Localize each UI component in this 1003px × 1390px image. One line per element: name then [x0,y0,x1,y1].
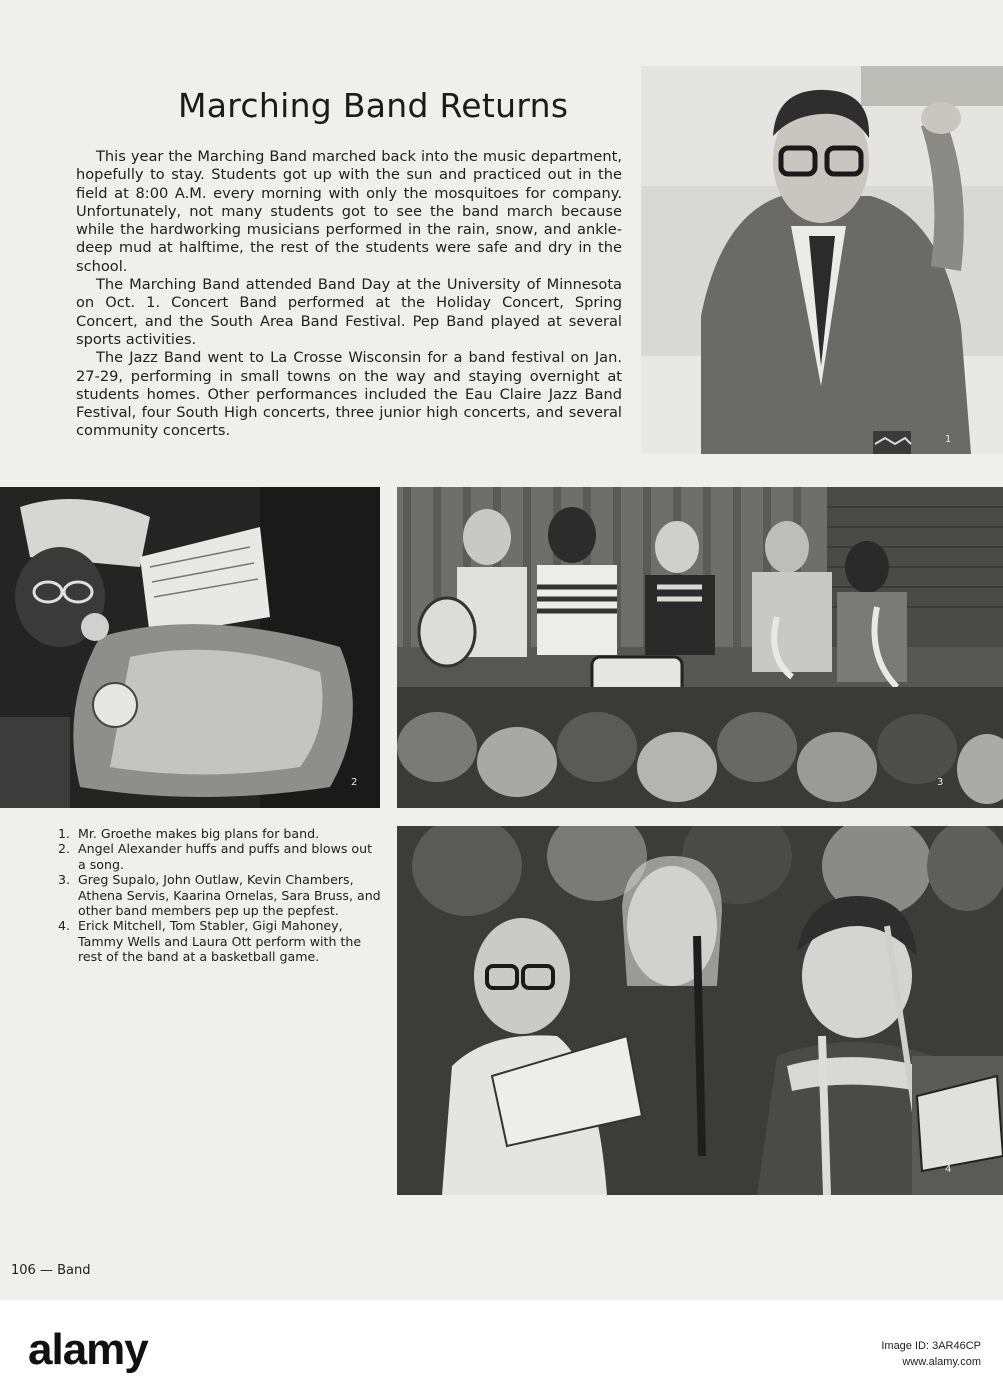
caption-text: Erick Mitchell, Tom Stabler, Gigi Mahoney, Tammy Wells and Laura Ott perform with the rest of the band at a basketball game. [78,918,362,965]
caption-text: Angel Alexander huffs and puffs and blows out a song. [78,841,373,872]
article-paragraph: This year the Marching Band marched back into the music department, hopefully to stay. Students got up with the sun and practiced out in the field at 8:00 A.M. every morning with only the mosquitoes for company. Unfortunately, not many students got to see the band march because while the hardworking musicians performed in the rain, snow, and ankle-deep mud at halftime, the rest of the students were safe and dry in the school. [76,148,622,275]
watermark-image-id: Image ID: 3AR46CP [881,1340,981,1352]
watermark-footer [0,1300,1003,1390]
photo-captions [58,826,382,965]
caption-number: 4. [58,918,71,934]
photo-teacher-portrait-image [641,66,1003,454]
article-body [76,148,622,441]
photo-pepfest-band [397,487,1003,808]
photo-number: 3 [937,777,944,788]
watermark-site: www.alamy.com [902,1356,981,1368]
article-paragraph: The Jazz Band went to La Crosse Wisconsin for a band festival on Jan. 27-29, performing in small towns on the way and staying overnight at students homes. Other performances included the Eau Claire Jazz Band Festival, four South High concerts, three junior high concerts, and several community concerts. [76,349,622,440]
caption-number: 2. [58,841,71,857]
caption-text: Greg Supalo, John Outlaw, Kevin Chambers, Athena Servis, Kaarina Ornelas, Sara Bruss, and other band members pep up the pepfest. [78,872,381,919]
photo-basketball-band [397,826,1003,1195]
caption-text: Mr. Groethe makes big plans for band. [78,826,320,841]
caption-item [58,841,382,872]
watermark-logo: alamy [28,1325,148,1374]
page-folio: 106 — Band [11,1263,91,1278]
photo-basketball-band-image [397,826,1003,1195]
caption-number: 3. [58,872,71,888]
caption-number: 1. [58,826,71,841]
watermark-credit [881,1338,981,1370]
caption-item [58,826,382,841]
article-paragraph: The Marching Band attended Band Day at the University of Minnesota on Oct. 1. Concert Band performed at the Holiday Concert, Spring Concert, and the South Area Band Festival. Pep Band played at several sports activities. [76,276,622,348]
photo-pepfest-band-image [397,487,1003,808]
caption-item [58,872,382,918]
article-title: Marching Band Returns [178,86,569,125]
photo-number: 2 [351,777,358,788]
caption-item [58,918,382,964]
photo-teacher-portrait [641,66,1003,454]
photo-number: 4 [945,1164,952,1175]
photo-tuba-player-image [0,487,380,808]
photo-number: 1 [945,434,952,445]
photo-tuba-player [0,487,380,808]
